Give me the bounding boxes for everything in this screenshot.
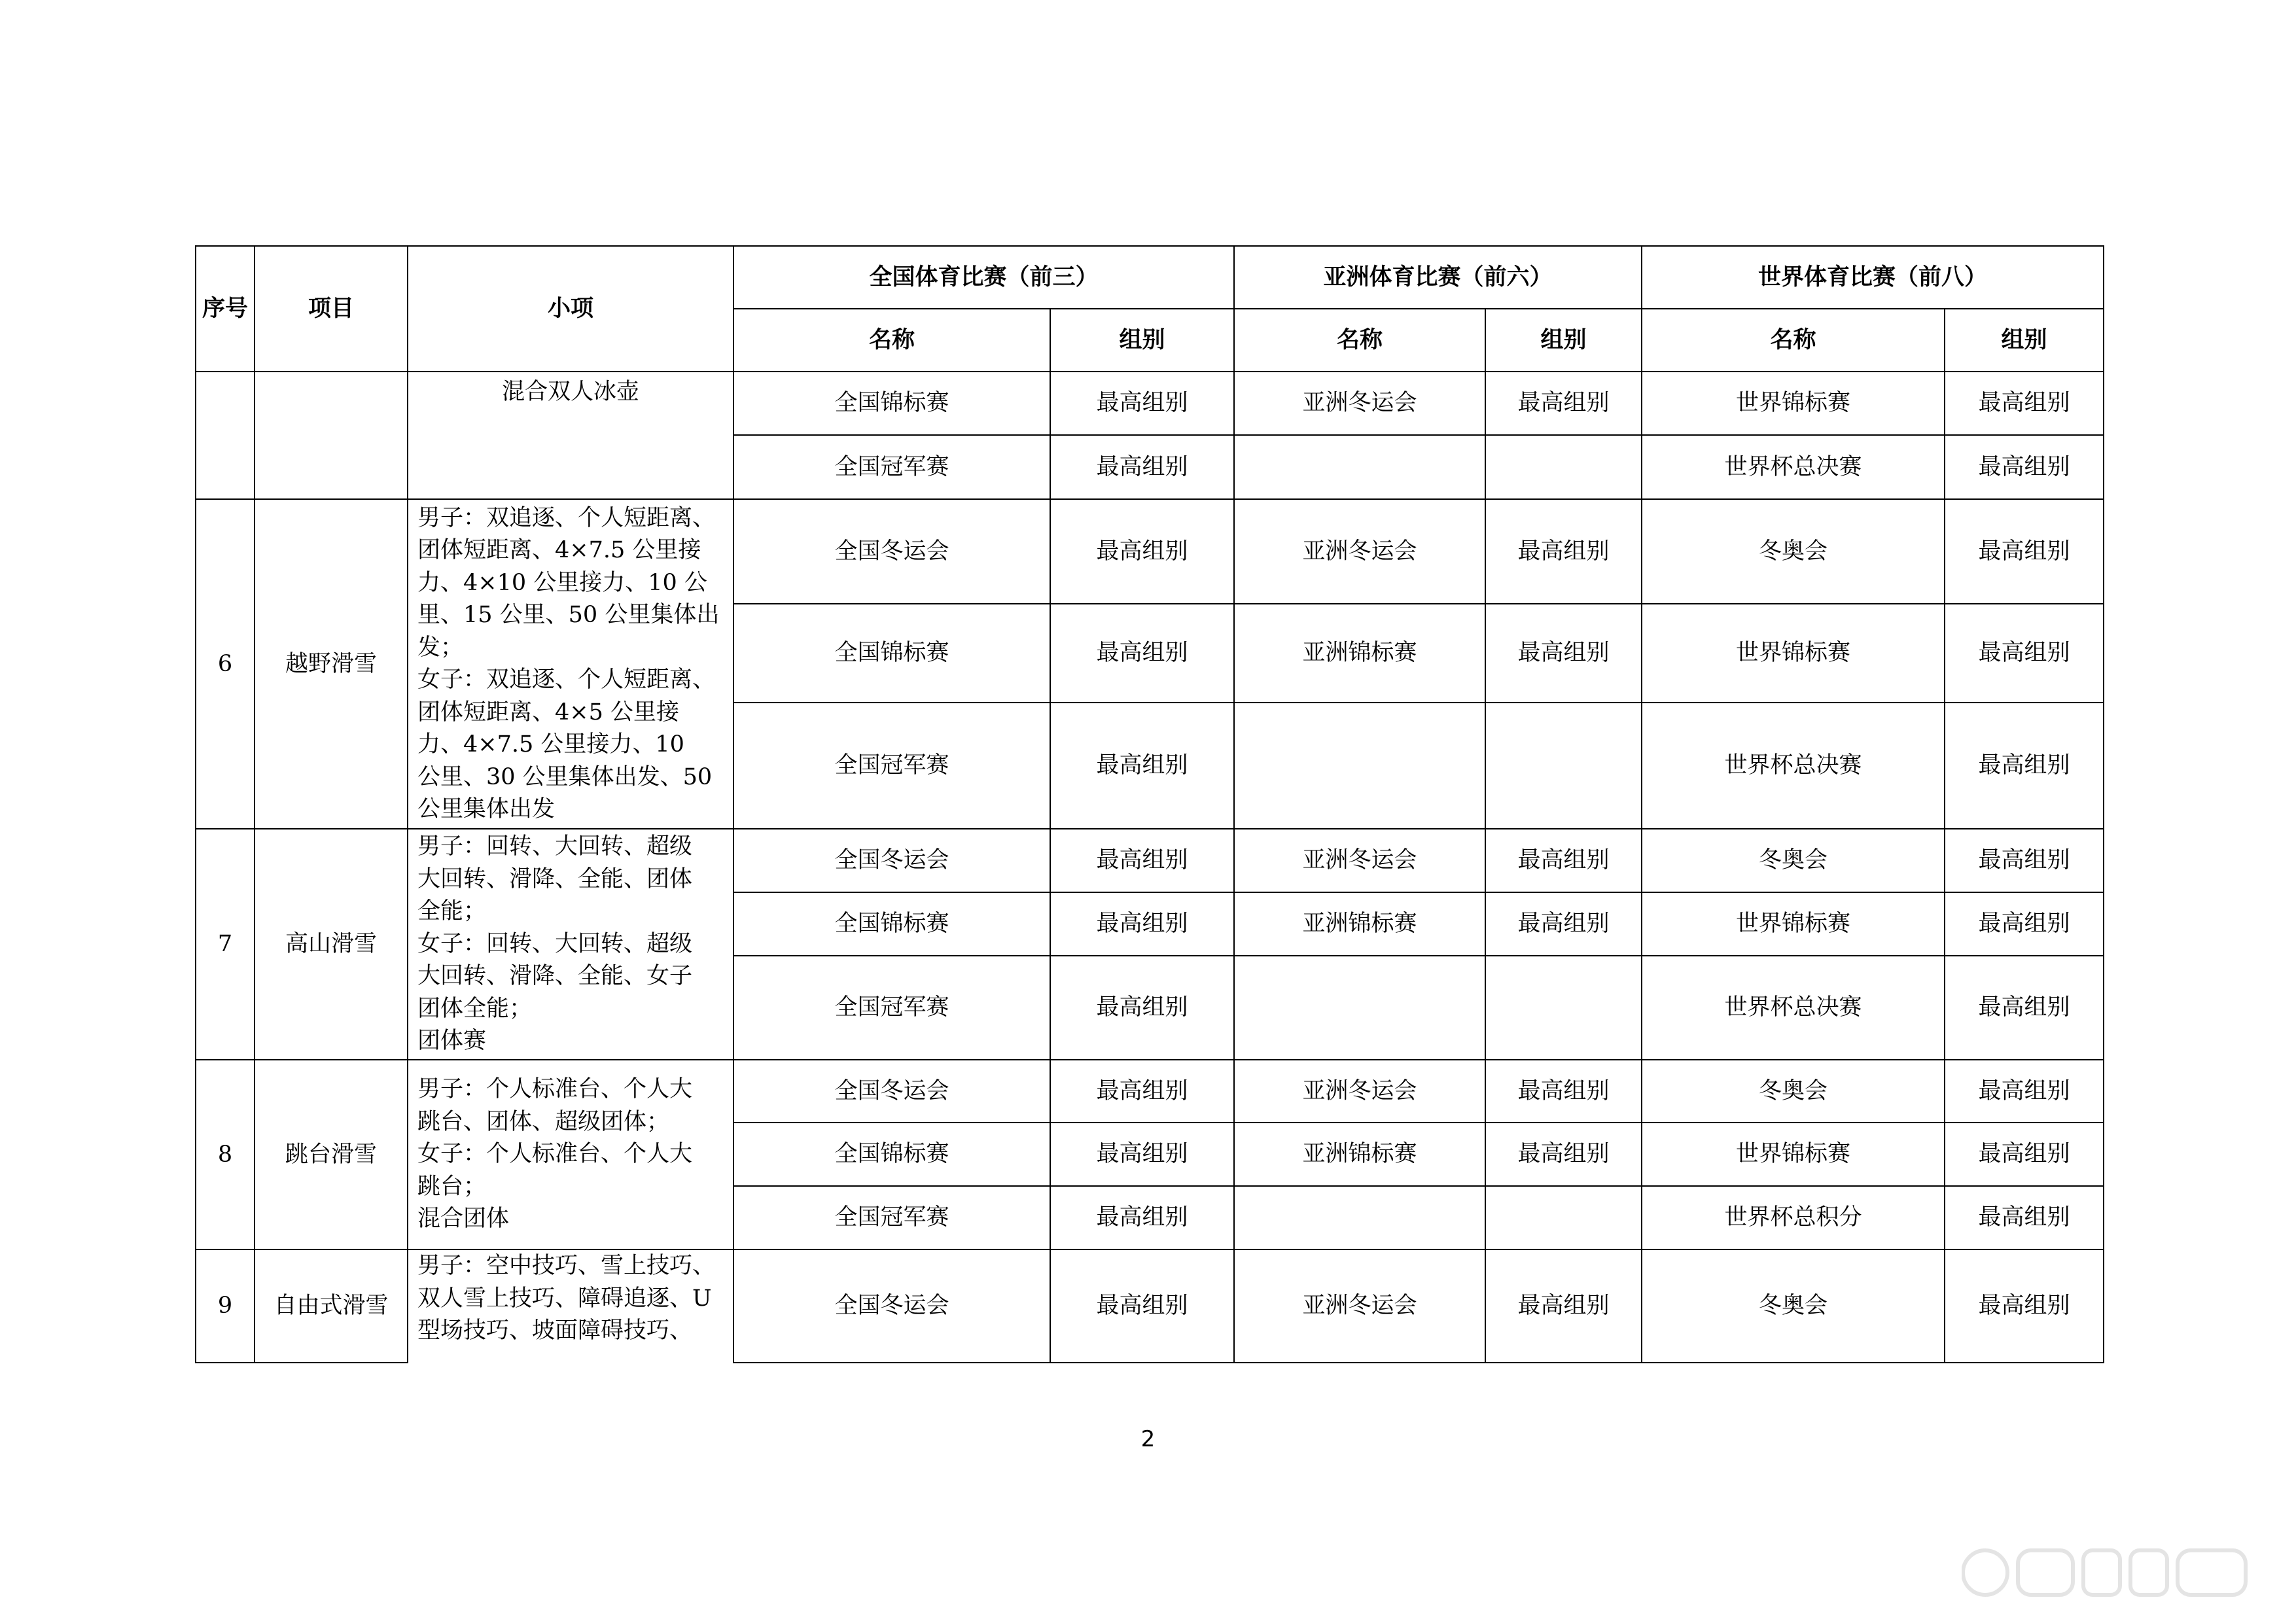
national-group-cell: 最高组别 [1050, 1186, 1234, 1249]
world-group-cell: 最高组别 [1945, 1060, 2104, 1123]
subitem-line: 团体赛 [417, 1028, 487, 1055]
world-group-cell: 最高组别 [1945, 703, 2104, 829]
world-name-cell: 世界杯总决赛 [1642, 956, 1945, 1060]
subitem-line: 女子：回转、大回转、超级 [417, 930, 693, 957]
seq-cell: 9 [196, 1249, 255, 1363]
national-name-cell: 全国冬运会 [733, 1249, 1050, 1363]
header-subitem: 小项 [408, 246, 733, 372]
asian-group-cell: 最高组别 [1485, 499, 1642, 604]
world-group-cell: 最高组别 [1945, 892, 2104, 956]
asian-group-cell: 最高组别 [1485, 829, 1642, 892]
national-name-cell: 全国冬运会 [733, 499, 1050, 604]
world-name-cell: 世界杯总决赛 [1642, 703, 1945, 829]
national-name-cell: 全国锦标赛 [733, 892, 1050, 956]
subitem-line: 女子：个人标准台、个人大 [417, 1141, 693, 1168]
subitem-line: 男子：个人标准台、个人大 [417, 1076, 693, 1103]
header-asian: 亚洲体育比赛（前六） [1234, 246, 1642, 309]
subitem-line: 团体短距离、4×5 公里接 [417, 699, 679, 725]
asian-name-cell: 亚洲锦标赛 [1234, 604, 1485, 703]
subitem-line: 男子：双追逐、个人短距离、 [417, 504, 716, 531]
project-cell: 自由式滑雪 [255, 1249, 408, 1363]
subitem-line: 男子：空中技巧、雪上技巧、 [417, 1253, 716, 1279]
subitem-line: 团体全能； [417, 995, 533, 1022]
national-group-cell: 最高组别 [1050, 892, 1234, 956]
subitem-cell [408, 829, 733, 1060]
world-group-cell: 最高组别 [1945, 499, 2104, 604]
project-cell: 跳台滑雪 [255, 1060, 408, 1249]
table-row [196, 829, 2104, 892]
table-row [196, 499, 2104, 604]
subitem-line: 团体短距离、4×7.5 公里接 [417, 537, 701, 563]
national-name-cell: 全国冠军赛 [733, 703, 1050, 829]
national-group-cell: 最高组别 [1050, 372, 1234, 435]
national-group-cell: 最高组别 [1050, 1249, 1234, 1363]
table-row [196, 1249, 2104, 1363]
header-national-name: 名称 [733, 309, 1050, 372]
asian-group-cell: 最高组别 [1485, 604, 1642, 703]
asian-name-cell: 亚洲锦标赛 [1234, 892, 1485, 956]
header-asian-name: 名称 [1234, 309, 1485, 372]
world-name-cell: 世界杯总决赛 [1642, 435, 1945, 499]
project-cell: 越野滑雪 [255, 499, 408, 829]
national-group-cell: 最高组别 [1050, 435, 1234, 499]
project-cell: 高山滑雪 [255, 829, 408, 1060]
world-name-cell: 世界锦标赛 [1642, 604, 1945, 703]
asian-group-cell: 最高组别 [1485, 892, 1642, 956]
world-name-cell: 世界杯总积分 [1642, 1186, 1945, 1249]
header-seq: 序号 [196, 246, 255, 372]
subitem-line: 男子：回转、大回转、超级 [417, 833, 693, 860]
national-group-cell: 最高组别 [1050, 703, 1234, 829]
world-name-cell: 世界锦标赛 [1642, 892, 1945, 956]
seq-cell: 6 [196, 499, 255, 829]
national-group-cell: 最高组别 [1050, 499, 1234, 604]
national-group-cell: 最高组别 [1050, 1060, 1234, 1123]
competition-table [195, 245, 2104, 1363]
header-world-name: 名称 [1642, 309, 1945, 372]
world-group-cell: 最高组别 [1945, 1249, 2104, 1363]
world-group-cell: 最高组别 [1945, 372, 2104, 435]
header-national: 全国体育比赛（前三） [733, 246, 1234, 309]
subitem-line: 双人雪上技巧、障碍追逐、U [417, 1285, 712, 1312]
asian-name-cell [1234, 435, 1485, 499]
asian-name-cell: 亚洲锦标赛 [1234, 1123, 1485, 1186]
header-row-1 [196, 246, 2104, 309]
asian-group-cell: 最高组别 [1485, 1060, 1642, 1123]
subitem-cell [408, 499, 733, 829]
asian-name-cell [1234, 956, 1485, 1060]
asian-name-cell: 亚洲冬运会 [1234, 829, 1485, 892]
subitem-cell [408, 1249, 733, 1363]
header-national-group: 组别 [1050, 309, 1234, 372]
subitem-line: 型场技巧、坡面障碍技巧、 [417, 1318, 693, 1344]
subitem-line: 大回转、滑降、全能、团体 [417, 865, 693, 892]
page-number: 2 [1140, 1426, 1156, 1452]
table-row [196, 372, 2104, 435]
asian-name-cell: 亚洲冬运会 [1234, 372, 1485, 435]
national-name-cell: 全国冠军赛 [733, 1186, 1050, 1249]
world-name-cell: 世界锦标赛 [1642, 1123, 1945, 1186]
world-name-cell: 冬奥会 [1642, 829, 1945, 892]
subitem-cell: 混合双人冰壶 [408, 372, 733, 499]
subitem-line: 全能； [417, 898, 487, 925]
national-name-cell: 全国冬运会 [733, 1060, 1050, 1123]
watermark-logo [1962, 1548, 2250, 1597]
national-name-cell: 全国锦标赛 [733, 1123, 1050, 1186]
subitem-line: 大回转、滑降、全能、女子 [417, 963, 693, 990]
header-project: 项目 [255, 246, 408, 372]
national-name-cell: 全国锦标赛 [733, 372, 1050, 435]
subitem-line: 公里集体出发 [417, 796, 556, 822]
world-group-cell: 最高组别 [1945, 1123, 2104, 1186]
seq-cell [196, 372, 255, 499]
subitem-line: 跳台、团体、超级团体； [417, 1108, 670, 1135]
national-group-cell: 最高组别 [1050, 829, 1234, 892]
world-name-cell: 冬奥会 [1642, 499, 1945, 604]
asian-name-cell: 亚洲冬运会 [1234, 1060, 1485, 1123]
asian-group-cell [1485, 435, 1642, 499]
subitem-line: 女子：双追逐、个人短距离、 [417, 667, 716, 693]
asian-name-cell [1234, 1186, 1485, 1249]
subitem-line: 发； [417, 634, 464, 661]
header-world-group: 组别 [1945, 309, 2104, 372]
subitem-line: 里、15 公里、50 公里集体出 [417, 602, 720, 628]
asian-group-cell [1485, 956, 1642, 1060]
world-group-cell: 最高组别 [1945, 604, 2104, 703]
project-cell [255, 372, 408, 499]
asian-name-cell: 亚洲冬运会 [1234, 1249, 1485, 1363]
asian-group-cell: 最高组别 [1485, 1249, 1642, 1363]
asian-name-cell: 亚洲冬运会 [1234, 499, 1485, 604]
world-name-cell: 冬奥会 [1642, 1249, 1945, 1363]
table-row [196, 1060, 2104, 1123]
asian-group-cell [1485, 703, 1642, 829]
subitem-line: 力、4×10 公里接力、10 公 [417, 569, 707, 596]
national-name-cell: 全国锦标赛 [733, 604, 1050, 703]
subitem-line: 力、4×7.5 公里接力、10 [417, 731, 684, 758]
subitem-line: 混合团体 [417, 1206, 510, 1232]
subitem-cell [408, 1060, 733, 1249]
world-name-cell: 世界锦标赛 [1642, 372, 1945, 435]
seq-cell: 7 [196, 829, 255, 1060]
asian-group-cell: 最高组别 [1485, 372, 1642, 435]
national-group-cell: 最高组别 [1050, 604, 1234, 703]
world-group-cell: 最高组别 [1945, 1186, 2104, 1249]
national-group-cell: 最高组别 [1050, 956, 1234, 1060]
world-group-cell: 最高组别 [1945, 435, 2104, 499]
national-name-cell: 全国冬运会 [733, 829, 1050, 892]
asian-name-cell [1234, 703, 1485, 829]
header-asian-group: 组别 [1485, 309, 1642, 372]
seq-cell: 8 [196, 1060, 255, 1249]
asian-group-cell [1485, 1186, 1642, 1249]
header-world: 世界体育比赛（前八） [1642, 246, 2104, 309]
national-name-cell: 全国冠军赛 [733, 956, 1050, 1060]
asian-group-cell: 最高组别 [1485, 1123, 1642, 1186]
subitem-line: 公里、30 公里集体出发、50 [417, 763, 713, 790]
national-group-cell: 最高组别 [1050, 1123, 1234, 1186]
national-name-cell: 全国冠军赛 [733, 435, 1050, 499]
world-name-cell: 冬奥会 [1642, 1060, 1945, 1123]
world-group-cell: 最高组别 [1945, 956, 2104, 1060]
subitem-line: 跳台； [417, 1173, 487, 1200]
world-group-cell: 最高组别 [1945, 829, 2104, 892]
